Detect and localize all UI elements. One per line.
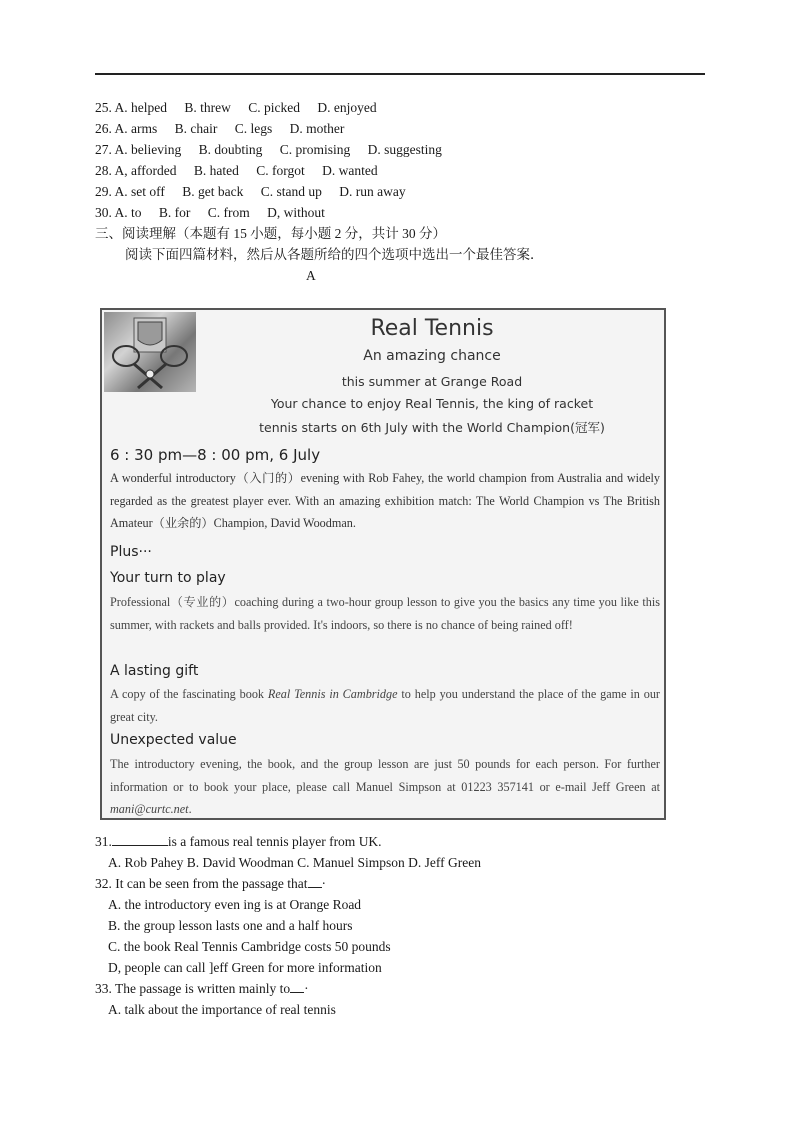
option-line-26: 26. A. arms B. chair C. legs D. mother: [95, 121, 345, 136]
option-line-30: 30. A. to B. for C. from D, without: [95, 205, 325, 220]
question-32-option-c: C. the book Real Tennis Cambridge costs 50 pounds: [108, 939, 391, 954]
ad-tagline-2: tennis starts on 6th July with the World Champion(冠军): [259, 420, 605, 435]
lasting-gift-paragraph: A copy of the fascinating book Real Tennis in Cambridge to help you understand the place of the game in our great city.: [110, 687, 660, 724]
question-31: 31. is a famous real tennis player from UK.: [95, 831, 382, 852]
option-line-27: 27. A. believing B. doubting C. promising D. suggesting: [95, 142, 442, 157]
option-line-28: 28. A, afforded B. hated C. forgot D. wanted: [95, 163, 378, 178]
top-rule: [95, 73, 705, 75]
answer-blank: [308, 873, 322, 888]
crossed-rackets-icon: [104, 312, 196, 392]
passage-label: A: [306, 268, 316, 283]
section-instruction: 阅读下面四篇材料，然后从各题所给的四个选项中选出一个最佳答案．: [125, 247, 544, 262]
ad-title: Real Tennis: [370, 316, 494, 341]
ad-subtitle: An amazing chance: [363, 348, 501, 364]
unexpected-value-heading: Unexpected value: [110, 732, 237, 748]
contact-email: mani@curtc.net: [110, 802, 189, 816]
plus-heading: Plus···: [110, 544, 152, 560]
answer-blank: [290, 978, 304, 993]
question-31-options: A. Rob Pahey B. David Woodman C. Manuel Simpson D. Jeff Green: [108, 855, 482, 870]
question-32-option-b: B. the group lesson lasts one and a half hours: [108, 918, 353, 933]
your-turn-heading: Your turn to play: [110, 570, 226, 586]
unexpected-value-paragraph: The introductory evening, the book, and the group lesson are just 50 pounds for each person. For further information or to book your place, please call Manuel Simpson at 01223 357141 or e-mail Jeff Green at mani@curtc.net.: [110, 757, 660, 816]
event-time-heading: 6 : 30 pm—8 : 00 pm, 6 July: [110, 446, 321, 464]
section-heading: 三、阅读理解（本题有 15 小题，每小题 2 分，共计 30 分）: [95, 226, 446, 241]
option-line-25: 25. A. helped B. threw C. picked D. enjoyed: [95, 100, 377, 115]
book-title: Real Tennis in Cambridge: [267, 687, 398, 701]
lasting-gift-heading: A lasting gift: [110, 663, 199, 679]
question-33: 33. The passage is written mainly to ·: [95, 978, 309, 999]
question-32: 32. It can be seen from the passage that ·: [95, 873, 326, 894]
question-33-option-a: A. talk about the importance of real tennis: [108, 1002, 336, 1017]
answer-blank: [112, 831, 168, 846]
question-32-option-d: D, people can call ]eff Green for more information: [108, 960, 382, 975]
ad-location: this summer at Grange Road: [341, 374, 523, 389]
question-32-option-a: A. the introductory even ing is at Orange Road: [108, 897, 362, 912]
option-line-29: 29. A. set off B. get back C. stand up D. run away: [95, 184, 406, 199]
intro-paragraph: A wonderful introductory（入门的）evening with Rob Fahey, the world champion from Australia and widely regarded as the greatest player ever. With an amazing exhibition match: The World Champion vs The British Amateur（业余的）Champion, David Woodman.: [110, 471, 660, 530]
real-tennis-ad: [100, 308, 666, 820]
ad-tagline-1: Your chance to enjoy Real Tennis, the king of racket: [270, 396, 594, 411]
your-turn-paragraph: Professional（专业的）coaching during a two-hour group lesson to give you the basics any time you like this summer, with rackets and balls provided. It's indoors, so there is no chance of being rained off!: [110, 595, 660, 632]
tennis-crest-image: [104, 312, 196, 392]
